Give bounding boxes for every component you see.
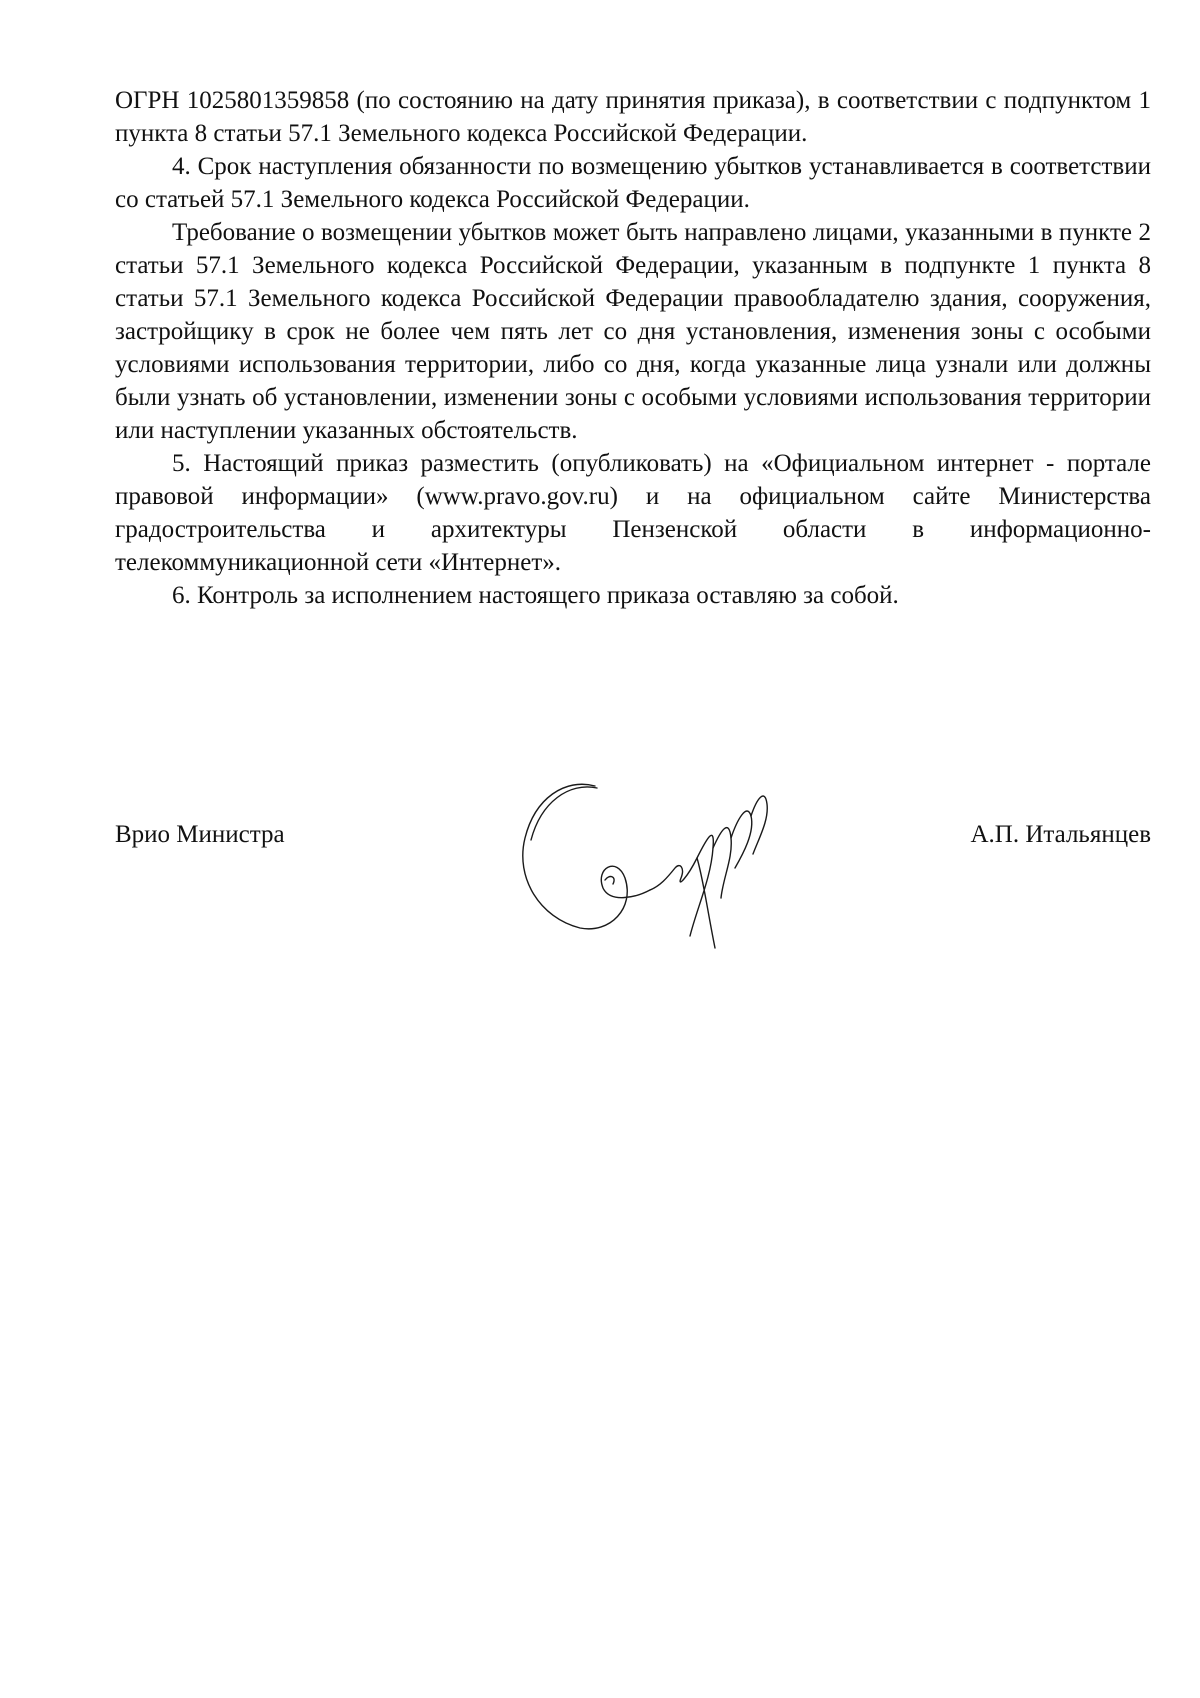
paragraph-claim: Требование о возмещении убытков может быть направлено лицами, указанными в пункте 2 статьи 57.1 Земельного кодекса Российской Федерации, указанным в подпункте 1 пункта 8 статьи 57.1 Земельного кодекса Российской Федерации правообладателю здания, сооружения, застройщику в срок не более чем пять лет со дня установления, изменения зоны с особыми условиями использования территории, либо со дня, когда указанные лица узнали или должны были узнать об установлении, изменении зоны с особыми условиями использования территории или наступлении указанных обстоятельств.	[115, 219, 1151, 444]
signatory-title: Врио Министра	[115, 821, 285, 848]
document-body	[115, 84, 1151, 612]
signature-block	[115, 818, 1151, 978]
paragraph-6: 6. Контроль за исполнением настоящего приказа оставляю за собой.	[172, 582, 899, 609]
handwritten-signature	[485, 758, 805, 958]
signatory-name: А.П. Итальянцев	[970, 821, 1151, 848]
paragraph-4: 4. Срок наступления обязанности по возмещению убытков устанавливается в соответствии со статьей 57.1 Земельного кодекса Российской Федерации.	[115, 153, 1151, 213]
paragraph-ogrn: ОГРН 1025801359858 (по состоянию на дату принятия приказа), в соответствии с подпунктом 1 пункта 8 статьи 57.1 Земельного кодекса Российской Федерации.	[115, 87, 1151, 147]
paragraph-5: 5. Настоящий приказ разместить (опубликовать) на «Официальном интернет - портале правовой информации» (www.pravo.gov.ru) и на официальном сайте Министерства градостроительства и архитектуры Пензенской области в информационно-телекоммуникационной сети «Интернет».	[115, 450, 1151, 576]
